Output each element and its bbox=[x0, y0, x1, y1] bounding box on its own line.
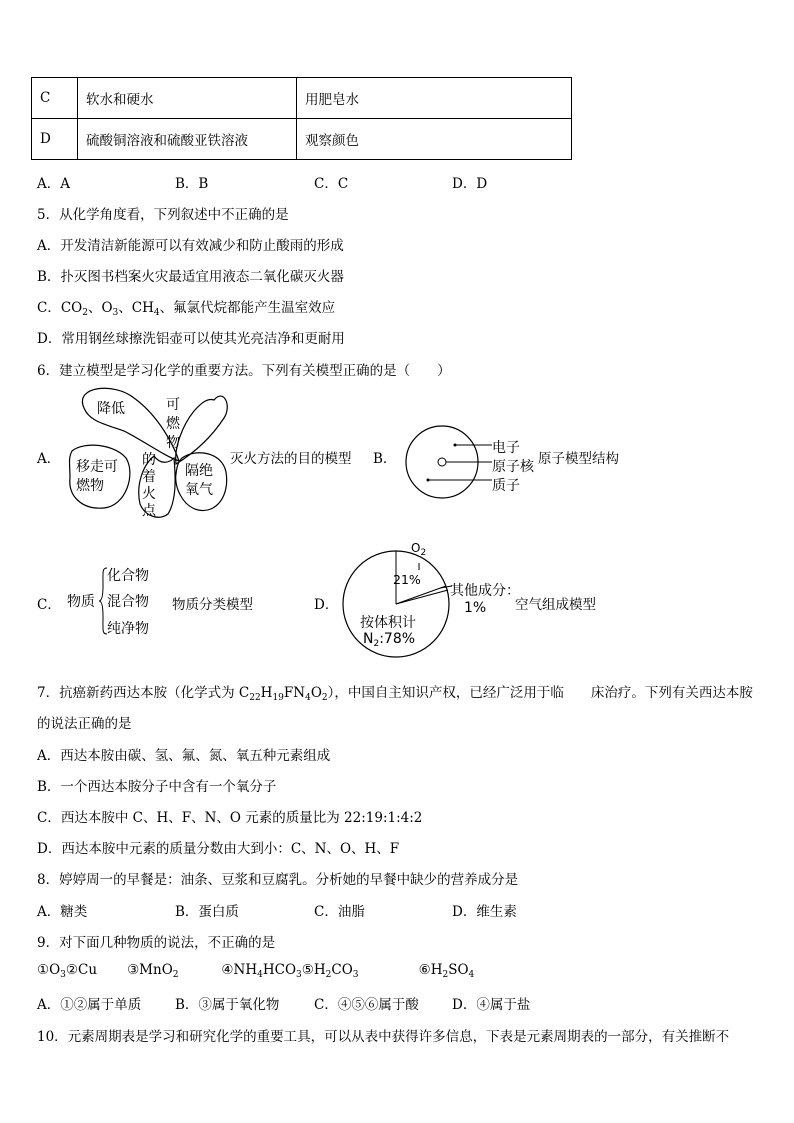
diagram-label-combustible: 可燃物 bbox=[166, 397, 180, 451]
q6-b-label: B． bbox=[373, 451, 397, 467]
q6-d-label: D． bbox=[314, 597, 339, 613]
q4-option-d: D．D bbox=[452, 176, 488, 192]
pie-label-o2: $O_2$ bbox=[411, 541, 427, 558]
q7-option-b: B．一个西达本胺分子中含有一个氧分子 bbox=[37, 779, 277, 795]
q9-stem: 9．对下面几种物质的说法，不正确的是 bbox=[37, 935, 276, 951]
atom-label-nucleus: 原子核 bbox=[492, 459, 534, 475]
q4-option-c: C．C bbox=[314, 176, 349, 192]
q7-option-c: C．西达本胺中 C、H、F、N、O 元素的质量比为 22:19:1:4:2 bbox=[37, 810, 423, 826]
q10-stem: 10．元素周期表是学习和研究化学的重要工具，可以从表中获得许多信息，下表是元素周期表的一部分，有关推断不 bbox=[37, 1029, 730, 1045]
diagram-label-remove-fuel: 移走可燃物 bbox=[76, 459, 118, 494]
table-row bbox=[32, 78, 572, 119]
table-row bbox=[32, 119, 572, 160]
pie-value-other: 1% bbox=[464, 600, 487, 616]
q9-option-a: A．①②属于单质 bbox=[37, 997, 142, 1013]
q6-d-caption: 空气组成模型 bbox=[515, 597, 596, 613]
classification-item: 混合物 bbox=[107, 594, 149, 610]
pie-label-volume: 按体积计 bbox=[360, 615, 416, 631]
q5-option-a: A．开发清洁新能源可以有效减少和防止酸雨的形成 bbox=[37, 238, 344, 254]
q7-option-d: D．西达本胺中元素的质量分数由大到小：C、N、O、H、F bbox=[37, 841, 400, 857]
table-cell: C bbox=[32, 78, 78, 119]
table-cell: 硫酸铜溶液和硫酸亚铁溶液 bbox=[78, 119, 297, 160]
diagram-label-lower: 降低 bbox=[97, 401, 125, 417]
q8-option-a: A．糖类 bbox=[37, 904, 88, 920]
table-cell: 观察颜色 bbox=[297, 119, 572, 160]
diagram-label-ignition-point: 的着火点 bbox=[142, 452, 156, 519]
q6-b-caption: 原子模型结构 bbox=[538, 451, 619, 467]
table-cell: 用肥皂水 bbox=[297, 78, 572, 119]
q8-option-d: D．维生素 bbox=[452, 904, 517, 920]
q7-stem-cont: 的说法正确的是 bbox=[37, 716, 132, 732]
q9-substances: $①O_3②Cu$ ③MnO$_2$ $④NH_4HCO_3⑤H_2CO_3$ $⑥H_2SO_4$ bbox=[37, 962, 475, 980]
table-cell: D bbox=[32, 119, 78, 160]
q5-option-c: C．$CO_2$、$O_3$、$CH_4$、氟氯代烷都能产生温室效应 bbox=[37, 300, 336, 318]
classification-item: 化合物 bbox=[107, 568, 149, 584]
pie-label-other: 其他成分： bbox=[450, 583, 520, 599]
table-cell: 软水和硬水 bbox=[78, 78, 297, 119]
atom-label-electron: 电子 bbox=[492, 440, 520, 456]
q7-option-a: A．西达本胺由碳、氢、氟、氮、氧五种元素组成 bbox=[37, 748, 331, 764]
q4-option-b: B．B bbox=[175, 176, 209, 192]
q8-option-b: B．蛋白质 bbox=[175, 904, 239, 920]
pie-label-n2: $N_2:78\%$ bbox=[363, 631, 416, 649]
q6-stem: 6．建立模型是学习化学的重要方法。下列有关模型正确的是（ ） bbox=[37, 363, 451, 379]
q8-option-c: C．油脂 bbox=[314, 904, 365, 920]
q9-option-d: D．④属于盐 bbox=[452, 997, 531, 1013]
comparison-table bbox=[31, 77, 572, 160]
q6-a-caption: 灭火方法的目的模型 bbox=[230, 451, 352, 467]
q7-stem: 7．抗癌新药西达本胺（化学式为 $C_{22}H_{19}FN_4O_2$），中国自主知识产权，已经广泛用于临 床治疗。下列有关西达本胺 bbox=[37, 685, 753, 703]
q4-option-a: A．A bbox=[37, 176, 70, 192]
q5-option-d: D．常用钢丝球擦洗铝壶可以使其光亮洁净和更耐用 bbox=[37, 331, 345, 347]
q6-a-label: A． bbox=[37, 451, 61, 467]
q5-option-b: B．扑灭图书档案火灾最适宜用液态二氧化碳灭火器 bbox=[37, 269, 344, 285]
q5-stem: 5．从化学角度看，下列叙述中不正确的是 bbox=[37, 207, 289, 223]
atom-label-proton: 质子 bbox=[492, 478, 520, 494]
pie-value-o2: 21% bbox=[393, 572, 421, 587]
q9-option-c: C．④⑤⑥属于酸 bbox=[314, 997, 419, 1013]
diagram-label-isolate-oxygen: 隔绝氧气 bbox=[185, 463, 213, 498]
q9-option-b: B．③属于氧化物 bbox=[175, 997, 280, 1013]
q6-c-caption: 物质分类模型 bbox=[172, 597, 253, 613]
q8-stem: 8．婷婷周一的早餐是：油条、豆浆和豆腐乳。分析她的早餐中缺少的营养成分是 bbox=[37, 872, 519, 888]
q6-c-label: C． bbox=[37, 597, 61, 613]
classification-item: 纯净物 bbox=[107, 621, 149, 637]
classification-root: 物质 bbox=[67, 594, 95, 610]
